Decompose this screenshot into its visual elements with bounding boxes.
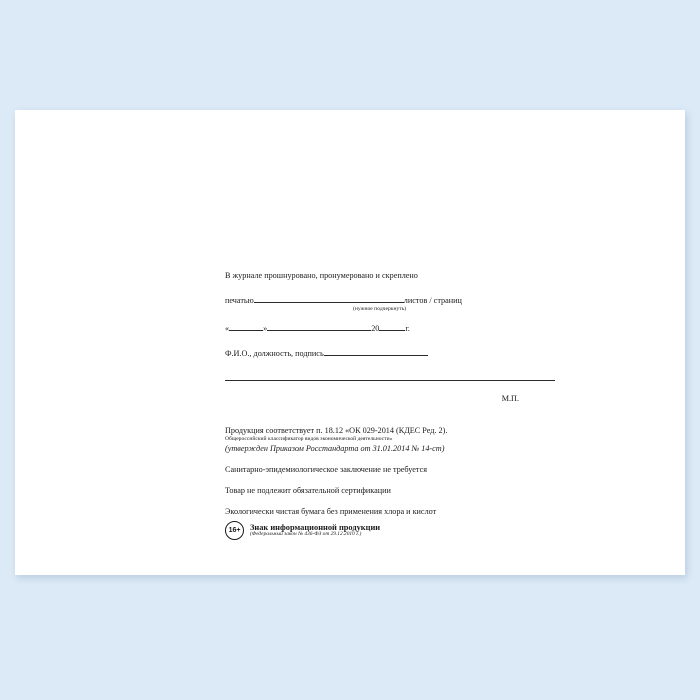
year-suffix: г. xyxy=(405,323,410,333)
certification-intro: В журнале прошнуровано, пронумеровано и скреплено xyxy=(225,271,418,280)
legal-line-1: Продукция соответствует п. 18.12 «ОК 029-2014 (КДЕС Ред. 2). xyxy=(225,426,448,436)
signature-extra-rule xyxy=(225,376,555,381)
spacer xyxy=(225,454,555,464)
date-quote-close: » xyxy=(263,323,268,333)
age-rating-text xyxy=(250,523,380,538)
spacer xyxy=(225,384,555,394)
spacer xyxy=(225,334,555,348)
month-rule xyxy=(267,326,371,331)
signature-extra-line xyxy=(225,373,555,384)
signature-rule xyxy=(324,351,428,356)
spacer xyxy=(225,313,555,323)
year-prefix: 20 xyxy=(371,323,380,333)
spacer xyxy=(225,475,555,485)
date-quote-open: « xyxy=(225,323,230,333)
legal-line-2: Общероссийский классификатор видов экономической деятельности» xyxy=(225,436,393,443)
age-rating-icon: 16+ xyxy=(225,521,244,540)
date-line xyxy=(225,323,555,334)
spacer xyxy=(225,281,555,295)
age-rating-title: Знак информационной продукции xyxy=(250,522,381,532)
legal-line-4: Санитарно-эпидемиологическое заключение не требуется xyxy=(225,464,427,474)
printed-content xyxy=(225,270,555,540)
age-rating-subtitle: (Федеральный закон № 436-ФЗ от 29.12.2010 г.) xyxy=(250,531,362,538)
legal-line-6: Экологически чистая бумага без применения хлора и кислот xyxy=(225,506,437,516)
year-rule xyxy=(379,326,405,331)
spacer xyxy=(225,359,555,373)
signature-line xyxy=(225,348,555,359)
document-page xyxy=(15,110,685,575)
underline-note: (нужное подчеркнуть) xyxy=(353,306,407,313)
spacer xyxy=(225,496,555,506)
age-rating-row xyxy=(225,521,555,540)
legal-okved-paragraph xyxy=(225,425,555,454)
day-rule xyxy=(229,326,263,331)
legal-line-3: (утвержден Приказом Росстандарта от 31.01.2014 № 14-ст) xyxy=(225,443,445,453)
seal-label: печатью xyxy=(225,296,254,306)
legal-line-5: Товар не подлежит обязательной сертификации xyxy=(225,485,391,495)
signature-label: Ф.И.О., должность, подпись xyxy=(225,348,324,358)
spacer xyxy=(225,403,555,425)
stamp-label: М.П. xyxy=(501,394,519,404)
seal-fill-rule xyxy=(254,298,404,303)
sheets-label: листов / страниц xyxy=(403,296,462,306)
seal-line xyxy=(225,295,555,306)
